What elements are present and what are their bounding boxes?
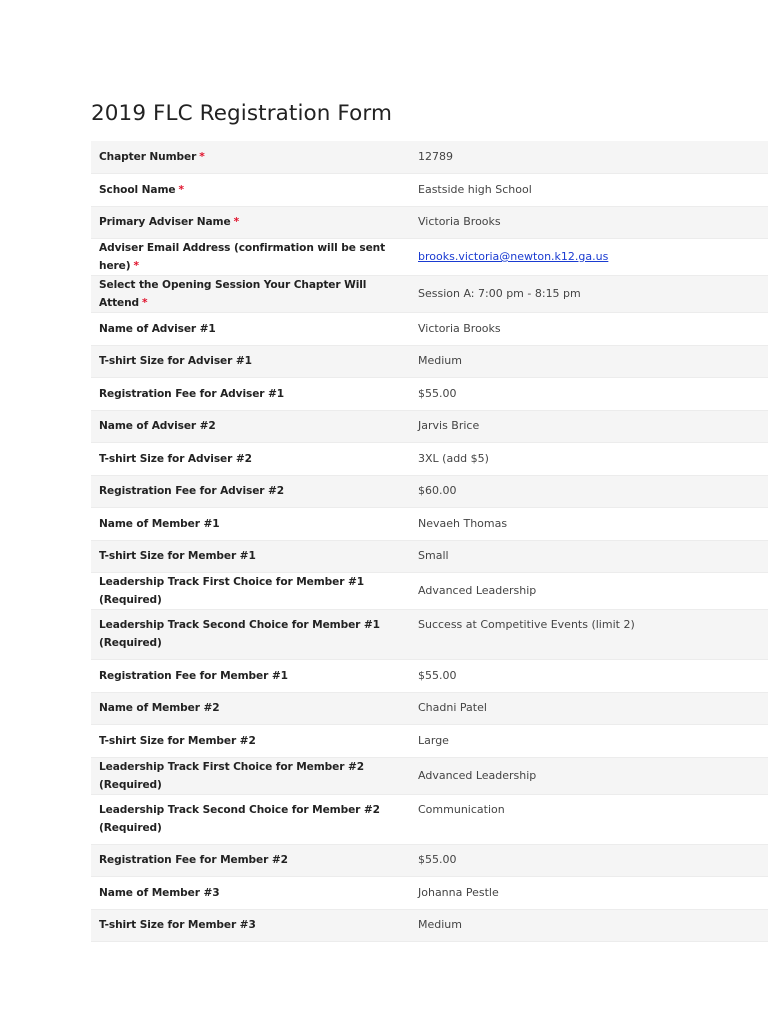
field-label-school-name: [91, 174, 410, 207]
field-label-adviser-1-name: Name of Adviser #1: [91, 313, 410, 346]
field-value-primary-adviser-name: Victoria Brooks: [410, 206, 768, 239]
field-value-member-2-track-first: Advanced Leadership: [410, 757, 768, 794]
table-row: [91, 174, 768, 207]
label-text: Adviser Email Address (confirmation will be sent here): [99, 242, 386, 272]
table-row: [91, 475, 768, 508]
field-label-member-2-tshirt: T-shirt Size for Member #2: [91, 725, 410, 758]
field-label-member-1-fee: Registration Fee for Member #1: [91, 660, 410, 693]
field-label-member-3-name: Name of Member #3: [91, 877, 410, 910]
field-label-member-2-track-second: Leadership Track Second Choice for Member #2 (Required): [91, 794, 410, 844]
table-row: [91, 692, 768, 725]
table-row: [91, 540, 768, 573]
field-value-member-3-tshirt: Medium: [410, 909, 768, 942]
table-row: [91, 610, 768, 660]
field-value-school-name: Eastside high School: [410, 174, 768, 207]
field-label-member-1-track-first: Leadership Track First Choice for Member #1 (Required): [91, 573, 410, 610]
table-row: [91, 725, 768, 758]
field-value-opening-session: Session A: 7:00 pm - 8:15 pm: [410, 276, 768, 313]
table-row: [91, 573, 768, 610]
field-value-adviser-1-tshirt: Medium: [410, 345, 768, 378]
field-value-chapter-number: 12789: [410, 141, 768, 174]
table-row: [91, 508, 768, 541]
table-row: [91, 276, 768, 313]
field-value-member-2-fee: $55.00: [410, 844, 768, 877]
field-value-member-2-name: Chadni Patel: [410, 692, 768, 725]
required-marker: *: [178, 183, 184, 196]
field-value-member-1-tshirt: Small: [410, 540, 768, 573]
field-label-member-2-fee: Registration Fee for Member #2: [91, 844, 410, 877]
label-text: School Name: [99, 183, 176, 196]
field-label-primary-adviser-name: [91, 206, 410, 239]
table-row: [91, 410, 768, 443]
label-text: Primary Adviser Name: [99, 216, 231, 229]
field-label-opening-session: [91, 276, 410, 313]
field-label-member-3-tshirt: T-shirt Size for Member #3: [91, 909, 410, 942]
field-label-member-1-tshirt: T-shirt Size for Member #1: [91, 540, 410, 573]
table-row: [91, 239, 768, 276]
table-row: [91, 141, 768, 174]
field-value-member-2-track-second: Communication: [410, 794, 768, 844]
field-value-member-3-name: Johanna Pestle: [410, 877, 768, 910]
table-row: [91, 345, 768, 378]
field-value-adviser-2-fee: $60.00: [410, 475, 768, 508]
table-row: [91, 443, 768, 476]
label-text: Chapter Number: [99, 151, 197, 163]
table-row: [91, 660, 768, 693]
field-label-adviser-1-tshirt: T-shirt Size for Adviser #1: [91, 345, 410, 378]
field-label-adviser-email: [91, 239, 410, 276]
field-value-adviser-email: [410, 239, 768, 276]
table-row: [91, 877, 768, 910]
field-value-adviser-1-fee: $55.00: [410, 378, 768, 411]
table-row: [91, 794, 768, 844]
field-label-adviser-2-fee: Registration Fee for Adviser #2: [91, 475, 410, 508]
field-value-adviser-1-name: Victoria Brooks: [410, 313, 768, 346]
table-row: [91, 757, 768, 794]
field-label-member-1-track-second: Leadership Track Second Choice for Member #1 (Required): [91, 610, 410, 660]
table-row: [91, 206, 768, 239]
table-row: [91, 313, 768, 346]
field-label-member-2-track-first: Leadership Track First Choice for Member #2 (Required): [91, 757, 410, 794]
field-label-member-2-name: Name of Member #2: [91, 692, 410, 725]
required-marker: *: [199, 151, 205, 163]
adviser-email-link[interactable]: brooks.victoria@newton.k12.ga.us: [418, 250, 609, 263]
required-marker: *: [133, 260, 139, 272]
field-value-member-1-fee: $55.00: [410, 660, 768, 693]
table-row: [91, 378, 768, 411]
page-title: 2019 FLC Registration Form: [91, 101, 392, 126]
field-label-member-1-name: Name of Member #1: [91, 508, 410, 541]
field-label-adviser-2-tshirt: T-shirt Size for Adviser #2: [91, 443, 410, 476]
required-marker: *: [142, 297, 148, 309]
field-value-member-1-track-second: Success at Competitive Events (limit 2): [410, 610, 768, 660]
registration-table: [91, 141, 768, 942]
field-label-adviser-1-fee: Registration Fee for Adviser #1: [91, 378, 410, 411]
field-value-member-2-tshirt: Large: [410, 725, 768, 758]
field-value-adviser-2-name: Jarvis Brice: [410, 410, 768, 443]
required-marker: *: [233, 216, 240, 229]
field-value-member-1-name: Nevaeh Thomas: [410, 508, 768, 541]
table-row: [91, 909, 768, 942]
field-value-adviser-2-tshirt: 3XL (add $5): [410, 443, 768, 476]
table-row: [91, 844, 768, 877]
label-text: Select the Opening Session Your Chapter Will Attend: [99, 279, 367, 309]
field-label-chapter-number: [91, 141, 410, 174]
field-value-member-1-track-first: Advanced Leadership: [410, 573, 768, 610]
field-label-adviser-2-name: Name of Adviser #2: [91, 410, 410, 443]
